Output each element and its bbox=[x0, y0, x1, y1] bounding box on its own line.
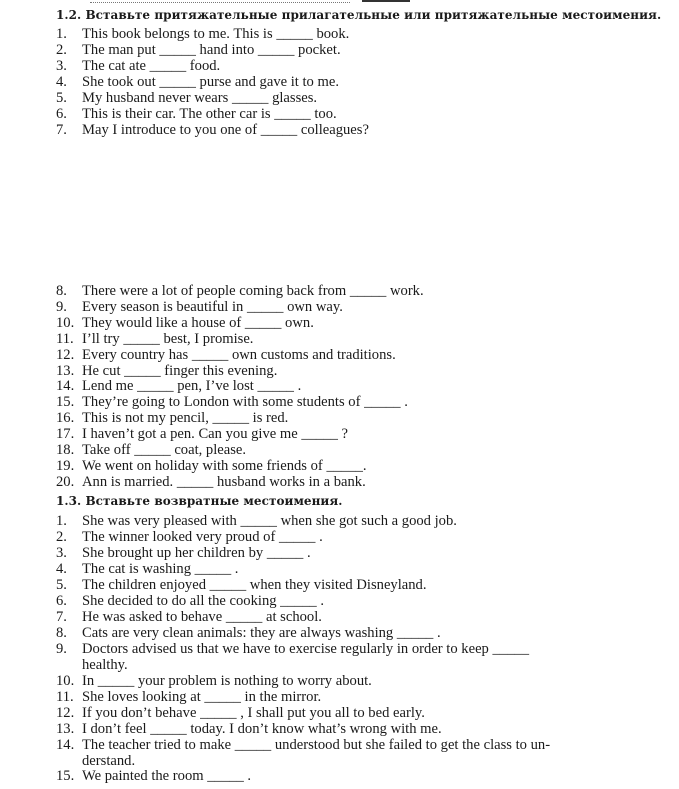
item-number: 5. bbox=[56, 577, 67, 593]
item-number: 1. bbox=[56, 26, 67, 42]
item-number: 12. bbox=[56, 346, 75, 363]
exercise-item bbox=[56, 768, 251, 784]
item-number: 13. bbox=[56, 362, 75, 379]
item-text: She decided to do all the cooking _____ . bbox=[82, 593, 324, 609]
item-number: 20. bbox=[56, 473, 75, 490]
item-number: 4. bbox=[56, 561, 67, 577]
item-text: The teacher tried to make _____ understood but she failed to get the class to un- bbox=[82, 737, 551, 753]
exercise-item bbox=[56, 363, 277, 379]
exercise-item bbox=[56, 410, 288, 426]
exercise-item bbox=[56, 378, 301, 394]
item-number: 14. bbox=[56, 378, 75, 395]
item-continuation bbox=[56, 657, 128, 673]
item-number: 4. bbox=[56, 74, 67, 90]
item-number: 3. bbox=[56, 545, 67, 561]
item-number: 10. bbox=[56, 314, 75, 331]
exercise-item bbox=[56, 721, 442, 737]
item-number: 7. bbox=[56, 609, 67, 625]
item-text: Take off _____ coat, please. bbox=[82, 442, 247, 458]
exercise-item bbox=[56, 705, 425, 721]
exercise-item bbox=[56, 315, 314, 331]
item-text: Every season is beautiful in _____ own way. bbox=[82, 298, 343, 315]
item-text: If you don’t behave _____ , I shall put you all to bed early. bbox=[82, 705, 425, 721]
item-continuation-text: derstand. bbox=[82, 753, 136, 769]
item-number: 8. bbox=[56, 283, 67, 299]
section-1-3-title: 1.3. Вставьте возвратные местоимения. bbox=[56, 494, 343, 508]
exercise-item bbox=[56, 641, 529, 657]
item-text: Ann is married. _____ husband works in a bank. bbox=[82, 473, 366, 490]
item-number: 15. bbox=[56, 768, 75, 784]
cut-off-text-line bbox=[90, 0, 350, 3]
item-text: The winner looked very proud of _____ . bbox=[82, 529, 323, 545]
item-number: 6. bbox=[56, 593, 67, 609]
exercise-item bbox=[56, 394, 408, 410]
item-number: 18. bbox=[56, 442, 75, 458]
exercise-item bbox=[56, 331, 253, 347]
section-1-2-title: 1.2. Вставьте притяжательные прилагательные или притяжательные местоимения. bbox=[56, 8, 662, 22]
item-number: 2. bbox=[56, 529, 67, 545]
item-number: 11. bbox=[56, 689, 74, 705]
item-text: She took out _____ purse and gave it to me. bbox=[82, 74, 339, 90]
exercise-item bbox=[56, 561, 238, 577]
item-number: 3. bbox=[56, 58, 67, 74]
item-text: The children enjoyed _____ when they visited Disneyland. bbox=[82, 577, 427, 593]
exercise-item bbox=[56, 26, 349, 42]
item-text: He was asked to behave _____ at school. bbox=[82, 609, 322, 625]
item-text: They would like a house of _____ own. bbox=[82, 314, 314, 331]
item-number: 13. bbox=[56, 721, 75, 737]
item-number: 17. bbox=[56, 426, 75, 443]
item-text: They’re going to London with some students of _____ . bbox=[82, 394, 408, 411]
exercise-item bbox=[56, 593, 324, 609]
exercise-item bbox=[56, 689, 321, 705]
item-text: The man put _____ hand into _____ pocket. bbox=[82, 42, 341, 58]
item-number: 9. bbox=[56, 298, 67, 315]
exercise-item bbox=[56, 458, 367, 474]
exercise-item bbox=[56, 90, 317, 106]
exercise-item bbox=[56, 673, 372, 689]
exercise-item bbox=[56, 737, 550, 753]
item-text: This is not my pencil, _____ is red. bbox=[82, 410, 289, 427]
item-text: Doctors advised us that we have to exercise regularly in order to keep _____ bbox=[82, 641, 529, 657]
exercise-item bbox=[56, 577, 427, 593]
item-text: I haven’t got a pen. Can you give me _____ ? bbox=[82, 426, 349, 443]
item-number: 12. bbox=[56, 705, 75, 721]
exercise-item bbox=[56, 42, 341, 58]
item-text: We painted the room _____ . bbox=[82, 768, 252, 784]
exercise-item bbox=[56, 58, 220, 74]
item-text: This is their car. The other car is _____ too. bbox=[82, 106, 337, 122]
exercise-item bbox=[56, 474, 366, 490]
item-number: 6. bbox=[56, 106, 67, 122]
item-number: 7. bbox=[56, 122, 67, 138]
exercise-item bbox=[56, 442, 246, 458]
exercise-item bbox=[56, 529, 323, 545]
exercise-item bbox=[56, 545, 311, 561]
previous-exercise-remnant bbox=[0, 0, 679, 8]
item-text: I don’t feel _____ today. I don’t know what’s wrong with me. bbox=[82, 721, 442, 737]
item-text: We went on holiday with some friends of _____. bbox=[82, 457, 367, 474]
item-number: 14. bbox=[56, 737, 75, 753]
item-text: She loves looking at _____ in the mirror. bbox=[82, 689, 322, 705]
exercise-item bbox=[56, 347, 396, 363]
exercise-item bbox=[56, 74, 339, 90]
item-text: I’ll try _____ best, I promise. bbox=[82, 330, 254, 347]
item-text: Lend me _____ pen, I’ve lost _____ . bbox=[82, 378, 302, 395]
item-number: 15. bbox=[56, 394, 75, 411]
item-number: 10. bbox=[56, 673, 75, 689]
exercise-item bbox=[56, 426, 348, 442]
item-text: She was very pleased with _____ when she got such a good job. bbox=[82, 513, 457, 529]
item-number: 1. bbox=[56, 513, 67, 529]
item-text: In _____ your problem is nothing to worry about. bbox=[82, 673, 372, 689]
item-text: She brought up her children by _____ . bbox=[82, 545, 311, 561]
exercise-item bbox=[56, 122, 369, 138]
exercise-item bbox=[56, 283, 424, 299]
item-number: 19. bbox=[56, 457, 75, 474]
item-continuation-text: healthy. bbox=[82, 657, 128, 673]
item-number: 8. bbox=[56, 625, 67, 641]
exercise-item bbox=[56, 299, 343, 315]
cut-off-blank bbox=[362, 0, 410, 2]
item-text: Cats are very clean animals: they are always washing _____ . bbox=[82, 625, 441, 641]
item-number: 9. bbox=[56, 641, 67, 657]
item-number: 2. bbox=[56, 42, 67, 58]
item-text: May I introduce to you one of _____ colleagues? bbox=[82, 122, 369, 138]
item-text: The cat is washing _____ . bbox=[82, 561, 239, 577]
item-text: He cut _____ finger this evening. bbox=[82, 362, 278, 379]
item-number: 16. bbox=[56, 410, 75, 427]
item-number: 5. bbox=[56, 90, 67, 106]
exercise-item bbox=[56, 106, 337, 122]
item-text: The cat ate _____ food. bbox=[82, 58, 221, 74]
exercise-item bbox=[56, 609, 322, 625]
exercise-item bbox=[56, 625, 441, 641]
item-text: This book belongs to me. This is _____ book. bbox=[82, 26, 350, 42]
item-text: Every country has _____ own customs and traditions. bbox=[82, 346, 396, 363]
item-continuation bbox=[56, 753, 135, 769]
item-text: There were a lot of people coming back from _____ work. bbox=[82, 283, 424, 299]
item-number: 11. bbox=[56, 330, 74, 347]
exercise-item bbox=[56, 513, 457, 529]
item-text: My husband never wears _____ glasses. bbox=[82, 90, 318, 106]
